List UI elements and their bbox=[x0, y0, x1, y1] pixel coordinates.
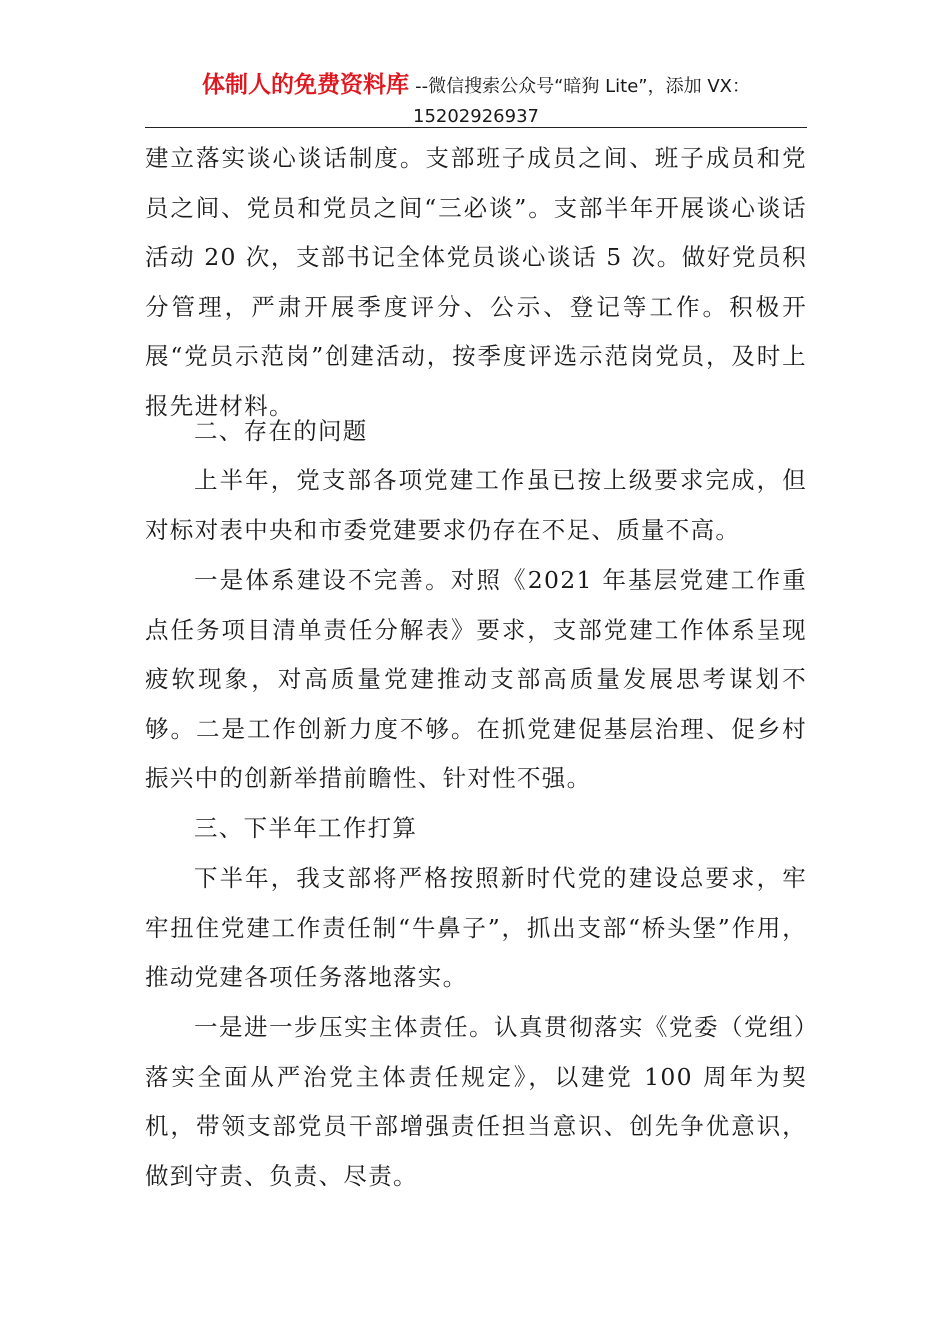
header-phone: 15202926937 bbox=[413, 106, 539, 127]
paragraph-first-half-summary: 上半年，党支部各项党建工作虽已按上级要求完成，但对标对表中央和市委党建要求仍存在不足、质量不高。 bbox=[145, 466, 807, 544]
paragraph-talk-system: 建立落实谈心谈话制度。支部班子成员之间、班子成员和党员之间、党员和党员之间“三必谈”。支部半年开展谈心谈话活动 20 次，支部书记全体党员谈心谈话 5 次。做好党员积分管理，严肃开展季度评分、公示、登记等工作。积极开展“党员示范岗”创建活动，按季度评选示范岗党员，及时上报先进材料。 bbox=[145, 144, 807, 420]
paragraph-responsibility: 一是进一步压实主体责任。认真贯彻落实《党委（党组）落实全面从严治党主体责任规定》，以建党 100 周年为契机，带领支部党员干部增强责任担当意识、创先争优意识，做到守责、负责、尽责。 bbox=[145, 1013, 807, 1190]
brand-title: 体制人的免费资料库 bbox=[202, 72, 410, 98]
paragraph-problem-details: 一是体系建设不完善。对照《2021 年基层党建工作重点任务项目清单责任分解表》要求，支部党建工作体系呈现疲软现象，对高质量党建推动支部高质量发展思考谋划不够。二是工作创新力度不够。在抓党建促基层治理、促乡村振兴中的创新举措前瞻性、针对性不强。 bbox=[145, 566, 807, 793]
section-heading-problems: 二、存在的问题 bbox=[194, 417, 368, 445]
section-heading-plans: 三、下半年工作打算 bbox=[194, 814, 418, 842]
page-header bbox=[145, 70, 807, 132]
paragraph-second-half-plan: 下半年，我支部将严格按照新时代党的建设总要求，牢牢扭住党建工作责任制“牛鼻子”，抓出支部“桥头堡”作用，推动党建各项任务落地落实。 bbox=[145, 864, 807, 992]
header-divider bbox=[145, 127, 807, 128]
header-line bbox=[145, 70, 807, 102]
header-slogan: --微信搜索公众号“暗狗 Lite”，添加 VX： bbox=[415, 76, 750, 97]
